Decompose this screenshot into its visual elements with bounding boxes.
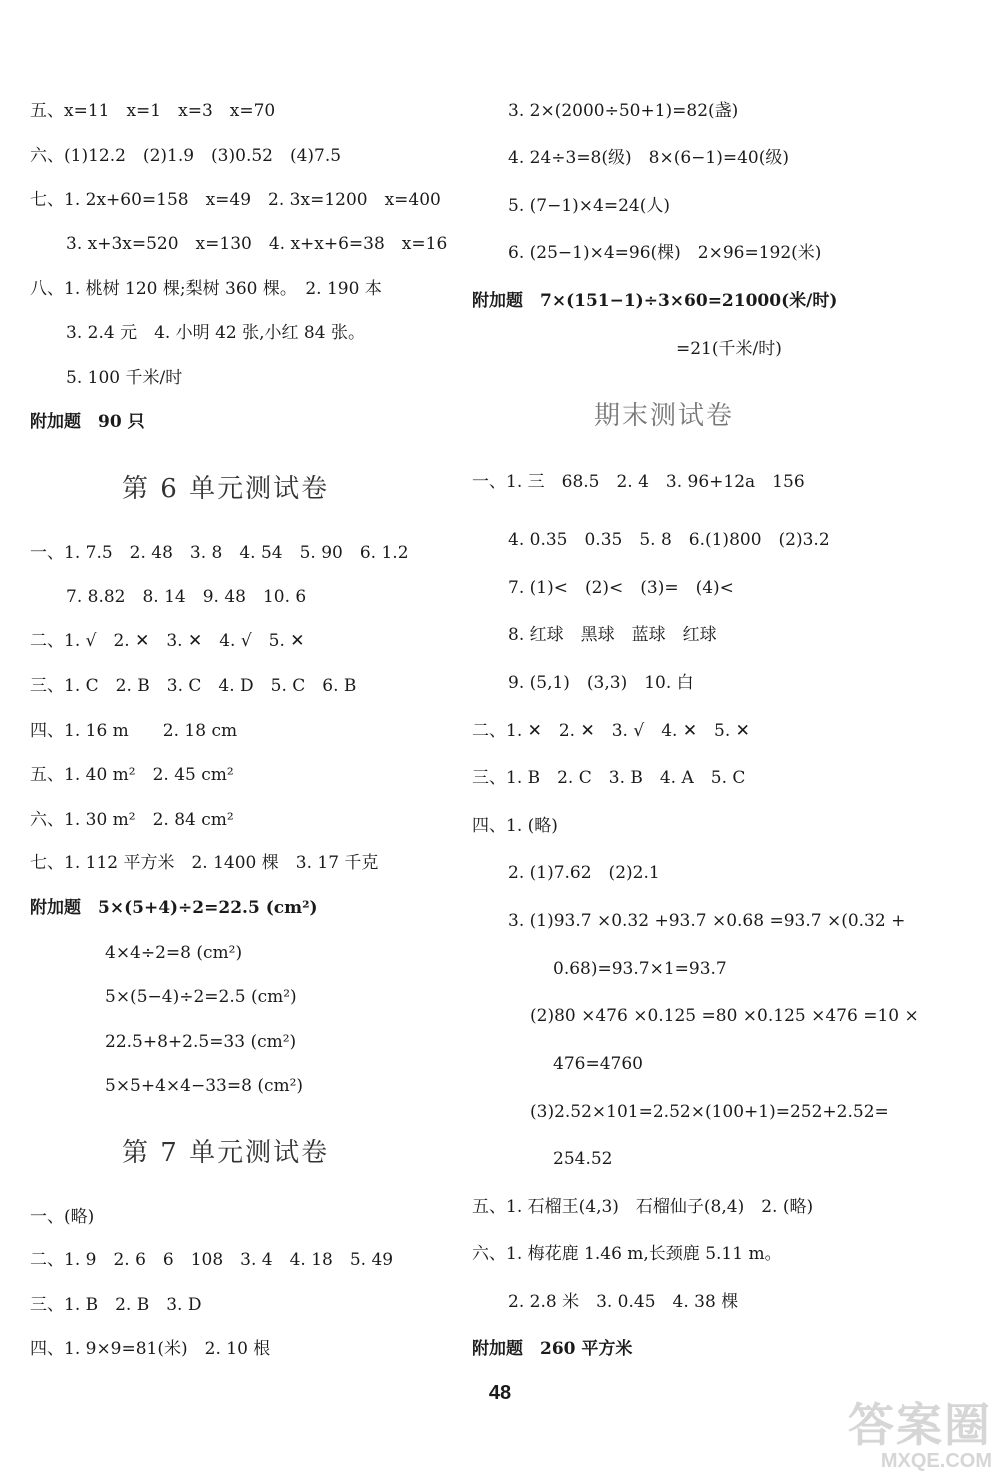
unit6-title: 第 6 单元测试卷 bbox=[122, 474, 330, 504]
answer-line: 3. x+3x=520 x=130 4. x+x+6=38 x=16 bbox=[66, 234, 448, 254]
answer-line: 5. (7−1)×4=24(人) bbox=[508, 196, 670, 216]
answer-line: 5×(5−4)÷2=2.5 (cm²) bbox=[105, 987, 297, 1007]
page-number: 48 bbox=[488, 1382, 512, 1404]
bonus-answer: 附加题 90 只 bbox=[30, 412, 145, 432]
answer-line: 一、1. 7.5 2. 48 3. 8 4. 54 5. 90 6. 1.2 bbox=[30, 543, 409, 563]
answer-line: 6. (25−1)×4=96(棵) 2×96=192(米) bbox=[508, 243, 822, 263]
answer-line: 254.52 bbox=[553, 1149, 613, 1169]
answer-line: 3. 2×(2000÷50+1)=82(盏) bbox=[508, 101, 739, 121]
answer-line: 五、x=11 x=1 x=3 x=70 bbox=[30, 101, 276, 121]
answer-line: 八、1. 桃树 120 棵;梨树 360 棵。 2. 190 本 bbox=[30, 279, 382, 299]
answer-line: 六、1. 梅花鹿 1.46 m,长颈鹿 5.11 m。 bbox=[472, 1244, 782, 1264]
answer-line: 五、1. 石榴王(4,3) 石榴仙子(8,4) 2. (略) bbox=[472, 1197, 814, 1217]
answer-line: 7. (1)< (2)< (3)= (4)< bbox=[508, 578, 734, 598]
answer-line: 8. 红球 黑球 蓝球 红球 bbox=[508, 625, 717, 645]
answer-line: 3. 2.4 元 4. 小明 42 张,小红 84 张。 bbox=[66, 323, 365, 343]
answer-line: 0.68)=93.7×1=93.7 bbox=[553, 959, 727, 979]
answer-line: 三、1. B 2. B 3. D bbox=[30, 1295, 202, 1315]
answer-line: 5. 100 千米/时 bbox=[66, 368, 183, 388]
answer-line: 六、1. 30 m² 2. 84 cm² bbox=[30, 810, 234, 830]
answer-line: 三、1. B 2. C 3. B 4. A 5. C bbox=[472, 768, 746, 788]
answer-line: 二、1. √ 2. ✕ 3. ✕ 4. √ 5. ✕ bbox=[30, 631, 305, 651]
final-exam-title: 期末测试卷 bbox=[594, 401, 735, 431]
watermark-url: MXQE.COM bbox=[880, 1450, 992, 1472]
answer-line: 9. (5,1) (3,3) 10. 白 bbox=[508, 673, 694, 693]
bonus-answer: 附加题 260 平方米 bbox=[472, 1339, 633, 1359]
answer-line: 四、1. (略) bbox=[472, 816, 558, 836]
answer-line: 五、1. 40 m² 2. 45 cm² bbox=[30, 765, 234, 785]
answer-line: 七、1. 112 平方米 2. 1400 棵 3. 17 千克 bbox=[30, 853, 379, 873]
watermark-logo-text: 答案圈 bbox=[848, 1399, 992, 1451]
answer-line: 476=4760 bbox=[553, 1054, 643, 1074]
answer-line: 二、1. ✕ 2. ✕ 3. √ 4. ✕ 5. ✕ bbox=[472, 721, 750, 741]
answer-line: 4. 0.35 0.35 5. 8 6.(1)800 (2)3.2 bbox=[508, 530, 830, 550]
answer-line: 22.5+8+2.5=33 (cm²) bbox=[105, 1032, 297, 1052]
answer-line: 7. 8.82 8. 14 9. 48 10. 6 bbox=[66, 587, 307, 607]
answer-line: 一、1. 三 68.5 2. 4 3. 96+12a 156 bbox=[472, 472, 805, 492]
watermark bbox=[848, 1400, 992, 1472]
answer-line: 2. 2.8 米 3. 0.45 4. 38 棵 bbox=[508, 1292, 739, 1312]
bonus-answer: 附加题 7×(151−1)÷3×60=21000(米/时) bbox=[472, 291, 838, 311]
answer-line: 3. (1)93.7 ×0.32 +93.7 ×0.68 =93.7 ×(0.32 + bbox=[508, 911, 906, 931]
answer-line: 5×5+4×4−33=8 (cm²) bbox=[105, 1076, 304, 1096]
bonus-answer: 附加题 5×(5+4)÷2=22.5 (cm²) bbox=[30, 898, 318, 918]
answer-line: =21(千米/时) bbox=[676, 339, 782, 359]
answer-line: 二、1. 9 2. 6 6 108 3. 4 4. 18 5. 49 bbox=[30, 1250, 394, 1270]
answer-line: 2. (1)7.62 (2)2.1 bbox=[508, 863, 660, 883]
answer-line: 一、(略) bbox=[30, 1207, 95, 1227]
answer-line: 七、1. 2x+60=158 x=49 2. 3x=1200 x=400 bbox=[30, 190, 441, 210]
answer-line: 4. 24÷3=8(级) 8×(6−1)=40(级) bbox=[508, 148, 789, 168]
answer-line: 四、1. 16 m 2. 18 cm bbox=[30, 721, 238, 741]
unit7-title: 第 7 单元测试卷 bbox=[122, 1138, 330, 1168]
answer-line: 六、(1)12.2 (2)1.9 (3)0.52 (4)7.5 bbox=[30, 146, 342, 166]
answer-line: (2)80 ×476 ×0.125 =80 ×0.125 ×476 =10 × bbox=[530, 1006, 919, 1026]
answer-line: (3)2.52×101=2.52×(100+1)=252+2.52= bbox=[530, 1102, 889, 1122]
answer-line: 四、1. 9×9=81(米) 2. 10 根 bbox=[30, 1339, 271, 1359]
answer-line: 三、1. C 2. B 3. C 4. D 5. C 6. B bbox=[30, 676, 357, 696]
answer-line: 4×4÷2=8 (cm²) bbox=[105, 943, 243, 963]
